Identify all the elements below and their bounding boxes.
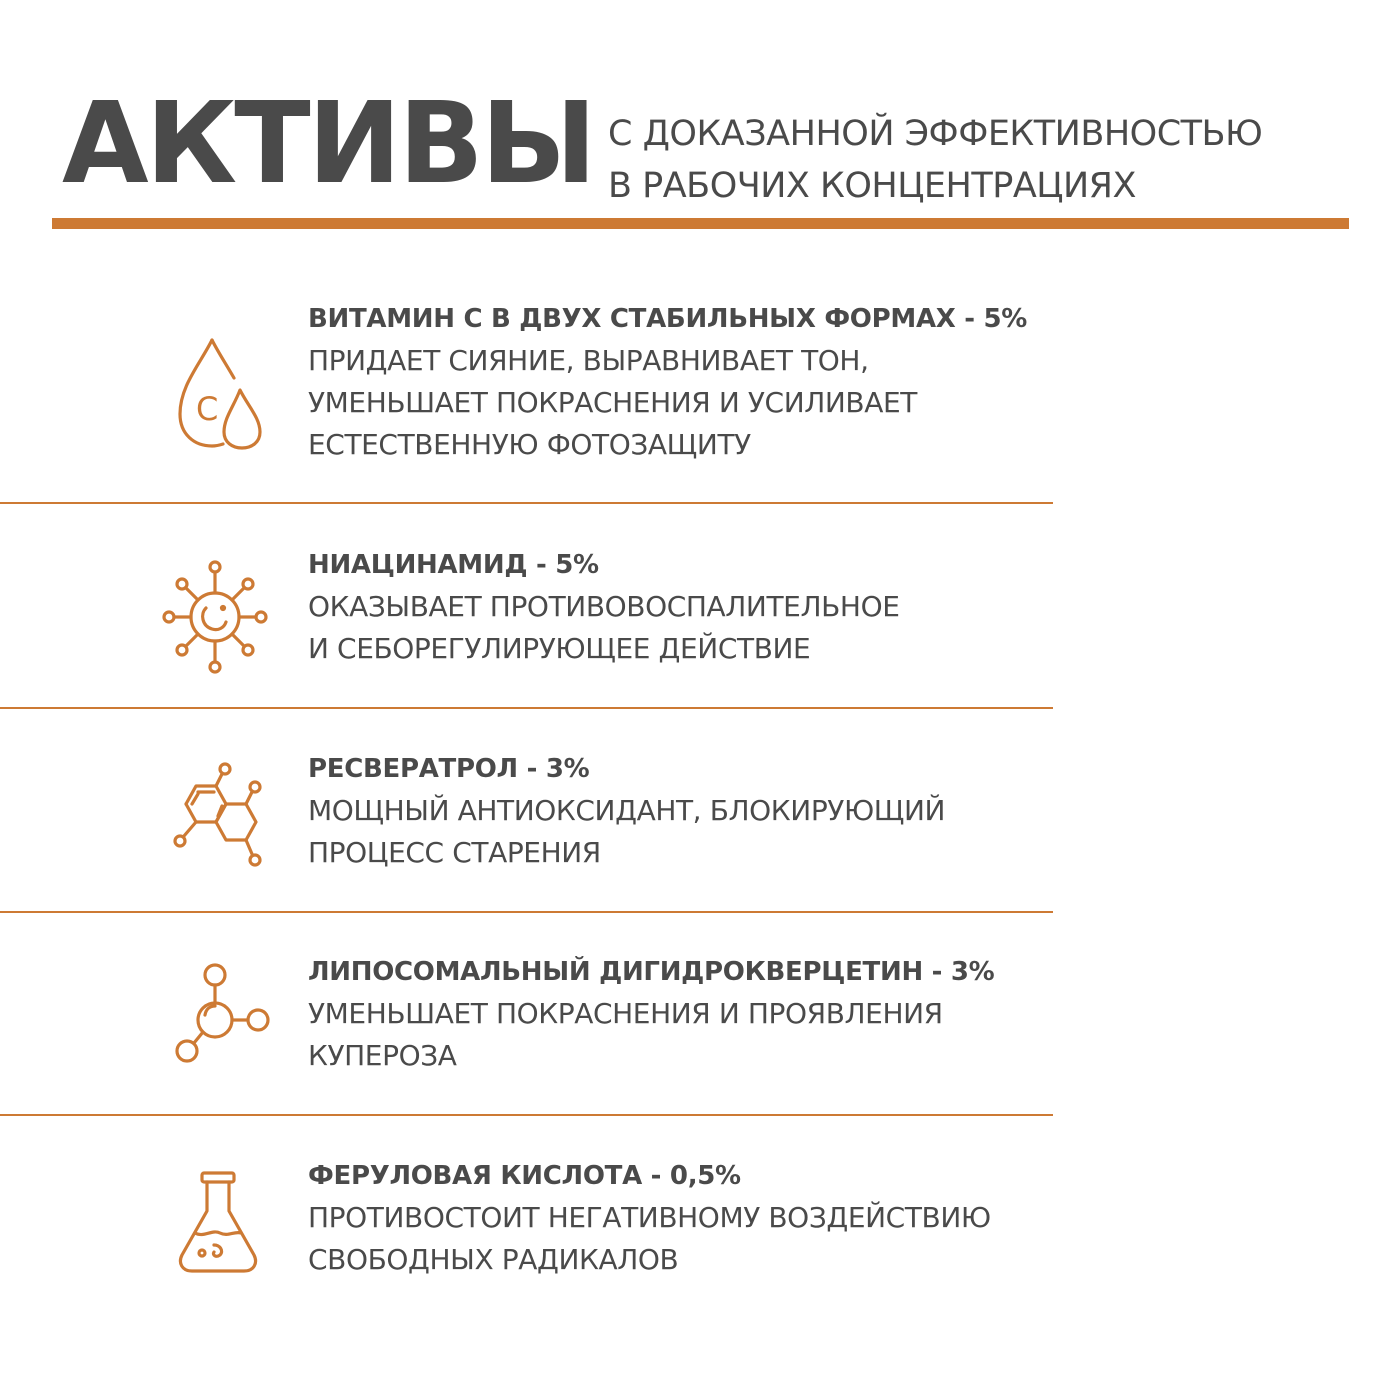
section-divider [0,1114,1053,1116]
item-text [308,951,994,1077]
item-name: ЛИПОСОМАЛЬНЫЙ ДИГИДРОКВЕРЦЕТИН - 3% [308,957,995,987]
atom-molecule-icon [150,955,280,1085]
item-name: НИАЦИНАМИД - 5% [308,550,599,580]
vitamin-c-letter: C [196,390,219,428]
section-divider [0,502,1053,504]
item-desc-line: МОЩНЫЙ АНТИОКСИДАНТ, БЛОКИРУЮЩИЙ [308,794,946,827]
header-divider [52,218,1349,229]
item-text [308,1155,991,1281]
item-desc-line: ЕСТЕСТВЕННУЮ ФОТОЗАЩИТУ [308,428,751,461]
item-desc-line: СВОБОДНЫХ РАДИКАЛОВ [308,1243,679,1276]
item-name: ВИТАМИН С В ДВУХ СТАБИЛЬНЫХ ФОРМАХ - 5% [308,304,1028,334]
item-desc-line: И СЕБОРЕГУЛИРУЮЩЕЕ ДЕЙСТВИЕ [308,632,811,665]
item-desc-line: УМЕНЬШАЕТ ПОКРАСНЕНИЯ И ПРОЯВЛЕНИЯ [308,997,943,1030]
item-desc-line: КУПЕРОЗА [308,1039,457,1072]
item-desc-line: ПРИДАЕТ СИЯНИЕ, ВЫРАВНИВАЕТ ТОН, [308,344,869,377]
page-title: АКТИВЫ [62,79,594,209]
item-name: РЕСВЕРАТРОЛ - 3% [308,754,590,784]
page-subtitle [608,108,1262,212]
item-text [308,298,1027,466]
subtitle-line-1: С ДОКАЗАННОЙ ЭФФЕКТИВНОСТЬЮ [608,114,1263,154]
item-desc-line: УМЕНЬШАЕТ ПОКРАСНЕНИЯ И УСИЛИВАЕТ [308,386,917,419]
item-text [308,544,900,670]
section-divider [0,707,1053,709]
subtitle-line-2: В РАБОЧИХ КОНЦЕНТРАЦИЯХ [608,166,1136,206]
hexagon-molecule-icon [150,754,280,884]
item-text [308,748,945,874]
item-desc-line: ПРОЦЕСС СТАРЕНИЯ [308,836,601,869]
section-divider [0,911,1053,913]
flask-icon [150,1163,280,1293]
cell-molecule-icon [150,552,280,682]
item-desc-line: ПРОТИВОСТОИТ НЕГАТИВНОМУ ВОЗДЕЙСТВИЮ [308,1201,991,1234]
droplets-icon [150,334,280,464]
item-desc-line: ОКАЗЫВАЕТ ПРОТИВОВОСПАЛИТЕЛЬНОЕ [308,590,900,623]
item-name: ФЕРУЛОВАЯ КИСЛОТА - 0,5% [308,1161,741,1191]
